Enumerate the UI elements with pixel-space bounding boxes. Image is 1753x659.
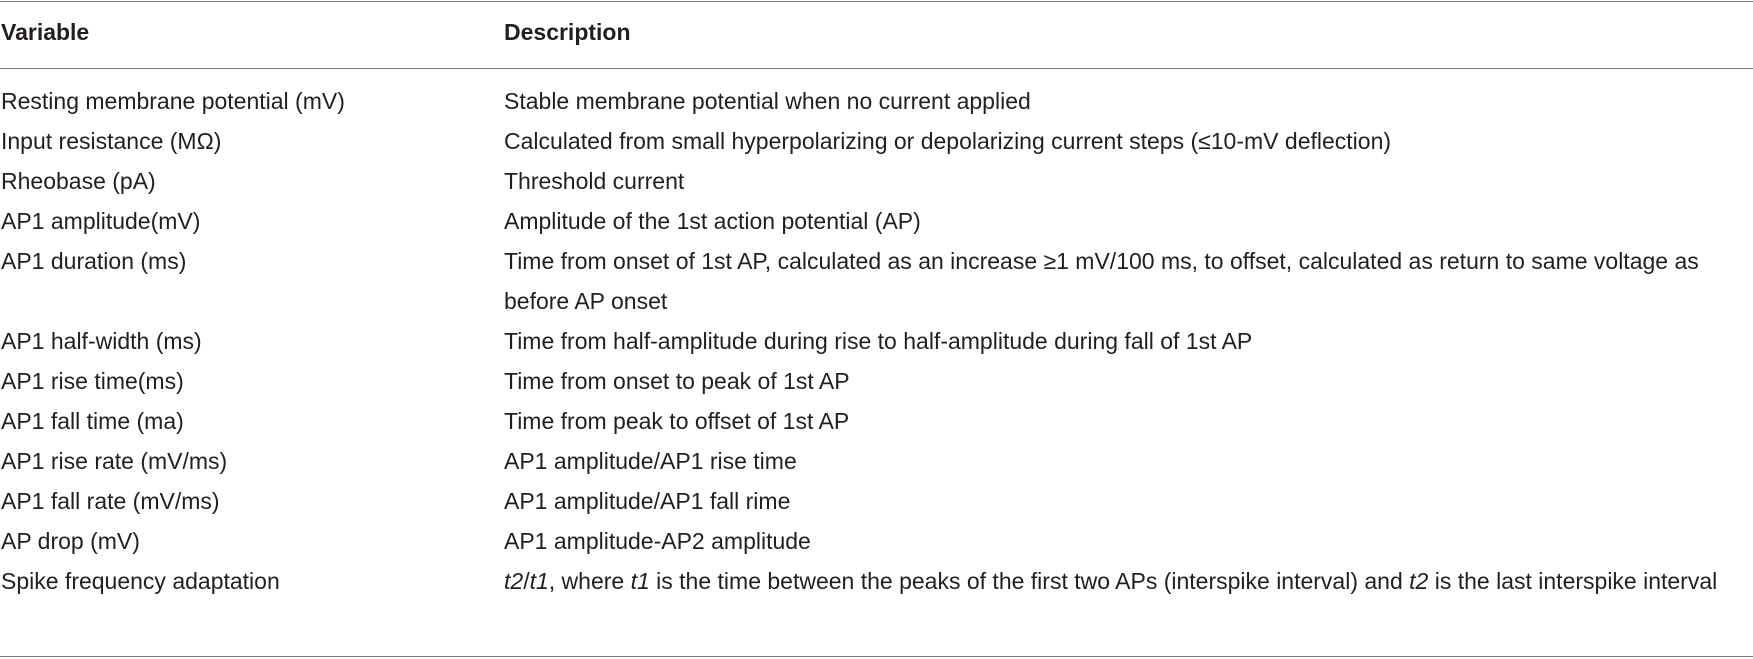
cell-variable: AP drop (mV) <box>1 528 140 554</box>
desc-text: is the time between the peaks of the first two APs (interspike interval) and <box>649 568 1410 594</box>
cell-description: Time from onset of 1st AP, calculated as an increase ≥1 mV/100 ms, to offset, calculated as return to same voltage as before AP onset <box>504 248 1699 314</box>
math-t1: t1 <box>529 568 549 594</box>
table-row <box>0 401 1753 441</box>
table-row <box>0 361 1753 401</box>
table-row <box>0 481 1753 521</box>
cell-description: AP1 amplitude/AP1 fall rime <box>504 488 791 514</box>
table-row <box>0 321 1753 361</box>
table-row <box>0 201 1753 241</box>
table-row <box>0 161 1753 201</box>
math-t1: t1 <box>630 568 650 594</box>
cell-variable: AP1 rise time(ms) <box>1 368 184 394</box>
cell-variable: Input resistance (MΩ) <box>1 128 222 154</box>
table-header-row <box>0 14 1753 54</box>
table-body <box>0 81 1753 641</box>
table-row <box>0 241 1753 321</box>
cell-variable: Rheobase (pA) <box>1 168 156 194</box>
cell-description: AP1 amplitude/AP1 rise time <box>504 448 797 474</box>
cell-description: Threshold current <box>504 168 685 194</box>
cell-variable: AP1 fall rate (mV/ms) <box>1 488 220 514</box>
cell-variable: AP1 duration (ms) <box>1 248 187 274</box>
cell-variable: AP1 half-width (ms) <box>1 328 202 354</box>
table-row <box>0 121 1753 161</box>
cell-description: Time from half-amplitude during rise to half-amplitude during fall of 1st AP <box>504 328 1253 354</box>
table-row <box>0 441 1753 481</box>
cell-description: Calculated from small hyperpolarizing or depolarizing current steps (≤10-mV deflection) <box>504 128 1392 154</box>
header-variable: Variable <box>1 19 90 45</box>
cell-description: Time from peak to offset of 1st AP <box>504 408 850 434</box>
cell-description: Time from onset to peak of 1st AP <box>504 368 850 394</box>
table-top-rule <box>0 1 1753 2</box>
math-t2: t2 <box>1409 568 1429 594</box>
table-header-rule <box>0 68 1753 69</box>
cell-variable: Resting membrane potential (mV) <box>1 88 345 114</box>
cell-description: AP1 amplitude-AP2 amplitude <box>504 528 811 554</box>
table-bottom-rule <box>0 656 1753 657</box>
table-row <box>0 561 1753 641</box>
header-description: Description <box>504 19 631 45</box>
cell-description: Stable membrane potential when no current applied <box>504 88 1031 114</box>
cell-variable: AP1 rise rate (mV/ms) <box>1 448 228 474</box>
desc-text: is the last interspike interval <box>1428 568 1718 594</box>
cell-variable: Spike frequency adaptation <box>1 568 280 594</box>
cell-description <box>504 561 1744 601</box>
cell-variable: AP1 fall time (ma) <box>1 408 184 434</box>
table-row <box>0 521 1753 561</box>
cell-variable: AP1 amplitude(mV) <box>1 208 201 234</box>
table-row <box>0 81 1753 121</box>
desc-text: , where <box>548 568 631 594</box>
cell-description: Amplitude of the 1st action potential (AP) <box>504 208 921 234</box>
math-t2: t2 <box>504 568 524 594</box>
math-slash: / <box>523 568 530 594</box>
